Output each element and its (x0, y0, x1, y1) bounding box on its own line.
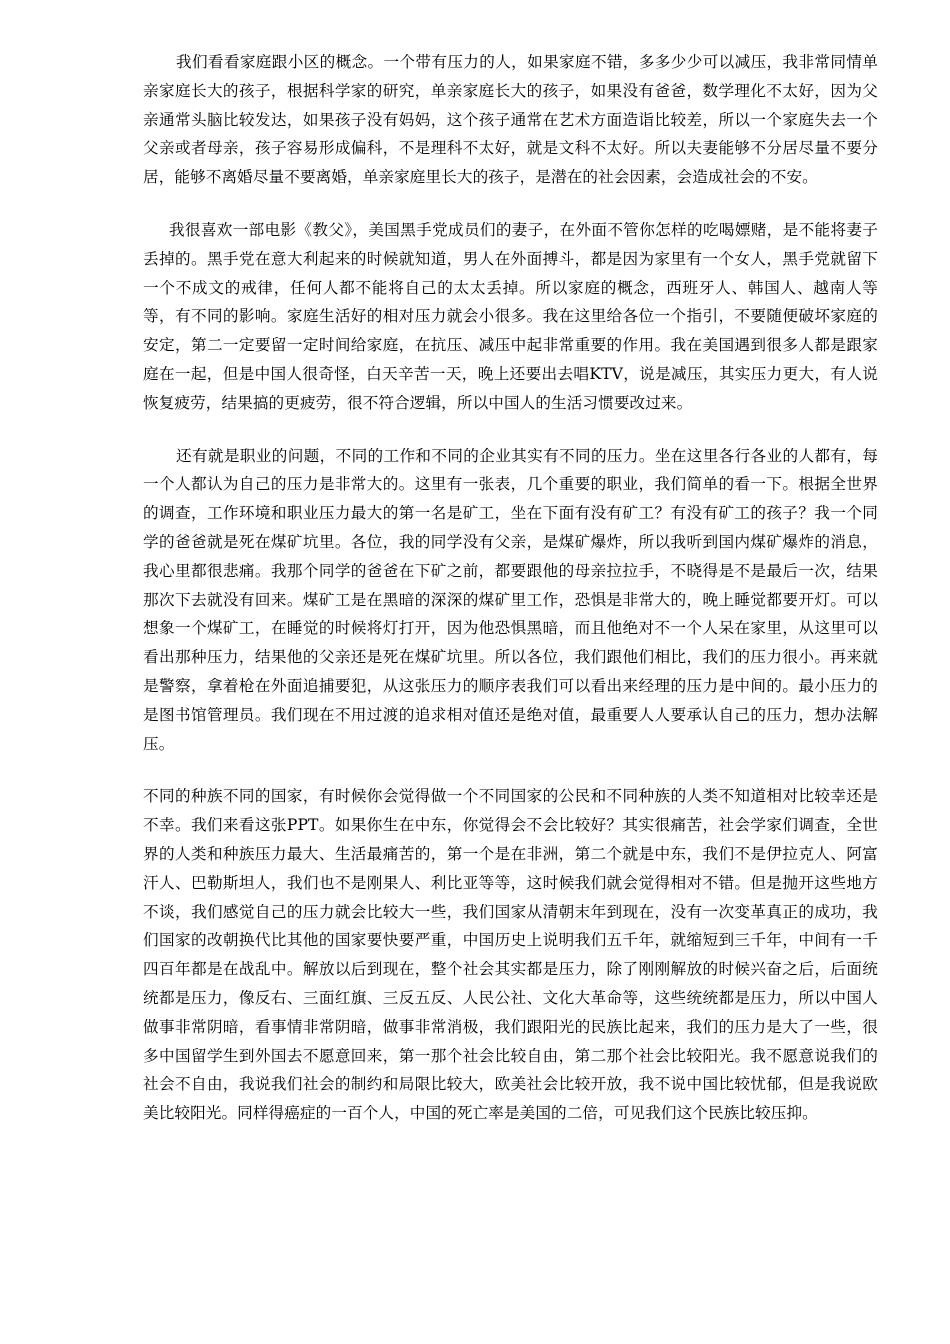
paragraph-nations: 不同的种族不同的国家，有时候你会觉得做一个不同国家的公民和不同种族的人类不知道相对比较幸还是不幸。我们来看这张PPT。如果你生在中东，你觉得会不会比较好？其实很痛苦，社会学家们调查，全世界的人类和种族压力最大、生活最痛苦的，第一个是在非洲，第二个就是中东，我们不是伊拉克人、阿富汗人、巴勒斯坦人，我们也不是刚果人、利比亚等等，这时候我们就会觉得相对不错。但是抛开这些地方不谈，我们感觉自己的压力就会比较大一些，我们国家从清朝末年到现在，没有一次变革真正的成功，我们国家的改朝换代比其他的国家要快要严重，中国历史上说明我们五千年，就缩短到三千年，中间有一千四百年都是在战乱中。解放以后到现在，整个社会其实都是压力，除了刚刚解放的时候兴奋之后，后面统统都是压力，像反右、三面红旗、三反五反、人民公社、文化大革命等，这些统统都是压力，所以中国人做事非常阴暗，看事情非常阴暗，做事非常消极，我们跟阳光的民族比起来，我们的压力是大了一些，很多中国留学生到外国去不愿意回来，第一那个社会比较自由，第二那个社会比较阳光。我不愿意说我们的社会不自由，我说我们社会的制约和局限比较大，欧美社会比较开放，我不说中国比较忧郁，但是我说欧美比较阳光。同样得癌症的一百个人，中国的死亡率是美国的二倍，可见我们这个民族比较压抑。 (143, 787, 878, 1123)
paragraph-family-community: 我们看看家庭跟小区的概念。一个带有压力的人，如果家庭不错，多多少少可以减压，我非常同情单亲家庭长大的孩子，根据科学家的研究，单亲家庭长大的孩子，如果没有爸爸，数学理化不太好，因为父亲通常头脑比较发达，如果孩子没有妈妈，这个孩子通常在艺术方面造诣比较差，所以一个家庭失去一个父亲或者母亲，孩子容易形成偏科，不是理科不太好，就是文科不太好。所以夫妻能够不分居尽量不要分居，能够不离婚尽量不要离婚，单亲家庭里长大的孩子，是潜在的社会因素，会造成社会的不安。 (143, 53, 878, 187)
document-page (143, 48, 878, 1152)
paragraph-occupation: 还有就是职业的问题，不同的工作和不同的企业其实有不同的压力。坐在这里各行各业的人都有，每一个人都认为自己的压力是非常大的。这里有一张表，几个重要的职业，我们简单的看一下。根据全世界的调查，工作环境和职业压力最大的第一名是矿工，坐在下面有没有矿工？有没有矿工的孩子？我一个同学的爸爸就是死在煤矿坑里。各位，我的同学没有父亲，是煤矿爆炸，所以我听到国内煤矿爆炸的消息，我心里都很悲痛。我那个同学的爸爸在下矿之前，都要跟他的母亲拉拉手，不晓得是不是最后一次，结果那次下去就没有回来。煤矿工是在黑暗的深深的煤矿里工作，恐惧是非常大的，晚上睡觉都要开灯。可以想象一个煤矿工，在睡觉的时候将灯打开，因为他恐惧黑暗，而且他绝对不一个人呆在家里，从这里可以看出那种压力，结果他的父亲还是死在煤矿坑里。所以各位，我们跟他们相比，我们的压力很小。再来就是警察，拿着枪在外面追捕要犯，从这张压力的顺序表我们可以看出来经理的压力是中间的。最小压力的是图书馆管理员。我们现在不用过渡的追求相对值还是绝对值，最重要人人要承认自己的压力，想办法解压。 (143, 446, 878, 753)
paragraph-godfather: 我很喜欢一部电影《教父》，美国黑手党成员们的妻子，在外面不管你怎样的吃喝嫖赌，是不能将妻子丢掉的。黑手党在意大利起来的时候就知道，男人在外面搏斗，都是因为家里有一个女人，黑手党就留下一个不成文的戒律，任何人都不能将自己的太太丢掉。所以家庭的概念，西班牙人、韩国人、越南人等等，有不同的影响。家庭生活好的相对压力就会小很多。我在这里给各位一个指引，不要随便破坏家庭的安定，第二一定要留一定时间给家庭，在抗压、减压中起非常重要的作用。我在美国遇到很多人都是跟家庭在一起，但是中国人很奇怪，白天辛苦一天，晚上还要出去唱KTV，说是减压，其实压力更大，有人说恢复疲劳，结果搞的更疲劳，很不符合逻辑，所以中国人的生活习惯要改过来。 (143, 220, 878, 412)
